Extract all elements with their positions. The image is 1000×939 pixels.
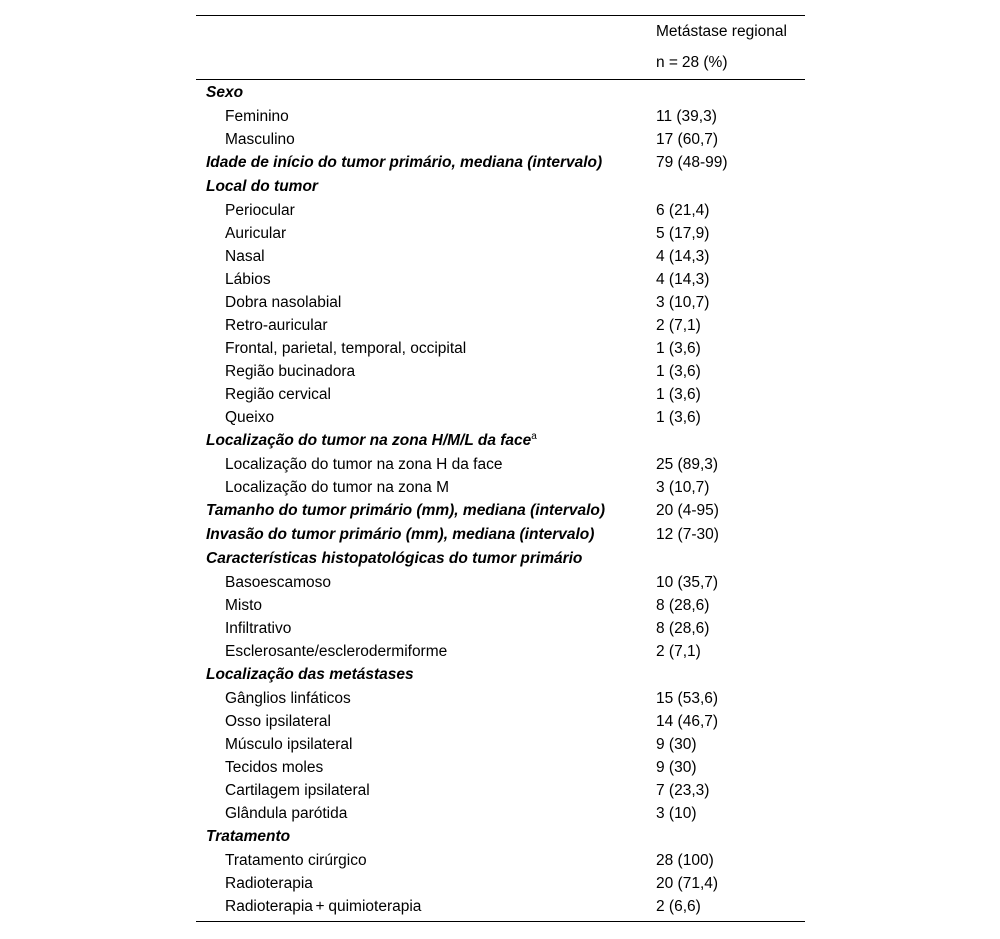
row-label-text: Sexo [206, 84, 244, 101]
section-label [206, 81, 243, 105]
section-label [206, 663, 414, 687]
section-label [206, 499, 605, 523]
row-label-text: Radioterapia [225, 875, 313, 892]
row-label [225, 849, 367, 872]
row-label-text: Auricular [225, 225, 287, 242]
row-value: 3 (10) [656, 805, 697, 822]
row-label-text: Frontal, parietal, temporal, occipital [225, 340, 467, 357]
row-label [225, 406, 274, 429]
row-label [225, 291, 341, 314]
row-value: 7 (23,3) [656, 782, 710, 799]
section-label [206, 151, 602, 175]
row-value: 1 (3,6) [656, 409, 701, 426]
row-label-text: Periocular [225, 202, 295, 219]
row-value: 2 (7,1) [656, 643, 701, 660]
row-label [225, 872, 313, 895]
row-label-text: Local do tumor [206, 178, 318, 195]
table-row [196, 222, 805, 245]
row-label-text: Músculo ipsilateral [225, 736, 353, 753]
row-value: 17 (60,7) [656, 131, 719, 148]
row-label [225, 571, 331, 594]
table-row [196, 733, 805, 756]
row-label [225, 222, 286, 245]
row-label-text: Localização do tumor na zona M [225, 479, 450, 496]
row-value: 14 (46,7) [656, 713, 719, 730]
row-label [225, 245, 265, 268]
table-row [196, 594, 805, 617]
row-label-text: Retro-auricular [225, 317, 328, 334]
row-label [225, 779, 370, 802]
row-value: 2 (7,1) [656, 317, 701, 334]
row-value: 8 (28,6) [656, 620, 710, 637]
row-label-text: Queixo [225, 409, 275, 426]
row-label [225, 453, 502, 476]
row-label-text: Nasal [225, 248, 265, 265]
row-label [225, 360, 355, 383]
table-row [196, 571, 805, 594]
row-label [225, 383, 331, 406]
row-value: 20 (71,4) [656, 875, 719, 892]
row-label-text: Região cervical [225, 386, 331, 403]
row-label-text: Localização das metástases [206, 666, 414, 683]
data-table [196, 15, 805, 922]
column-n: n = 28 (%) [656, 54, 728, 71]
table-row [196, 849, 805, 872]
table-row [196, 802, 805, 825]
table-row [196, 779, 805, 802]
table-row [196, 687, 805, 710]
row-label-text: Invasão do tumor primário (mm), mediana (intervalo) [206, 526, 595, 543]
row-label-text: Características histopatológicas do tumor primário [206, 550, 583, 567]
row-label-text: Radioterapia + quimioterapia [225, 898, 422, 915]
row-value: 3 (10,7) [656, 479, 710, 496]
row-value: 4 (14,3) [656, 248, 710, 265]
section-label [206, 429, 537, 453]
row-label-text: Região bucinadora [225, 363, 356, 380]
table-header [196, 16, 805, 79]
table-row [196, 128, 805, 151]
row-label [225, 710, 331, 733]
row-label-text: Infiltrativo [225, 620, 292, 637]
row-label [225, 756, 323, 779]
row-label-text: Localização do tumor na zona H/M/L da face [206, 432, 532, 449]
row-label [225, 640, 447, 663]
row-label [225, 802, 347, 825]
row-label-text: Localização do tumor na zona H da face [225, 456, 503, 473]
section-row [196, 175, 805, 199]
footnote-marker: a [531, 430, 537, 442]
row-label [225, 105, 289, 128]
section-row [196, 825, 805, 849]
table-row [196, 872, 805, 895]
table-row [196, 453, 805, 476]
row-label-text: Esclerosante/esclerodermiforme [225, 643, 448, 660]
section-row [196, 429, 805, 453]
row-value: 25 (89,3) [656, 456, 719, 473]
table-row [196, 199, 805, 222]
table-row [196, 314, 805, 337]
section-row [196, 499, 805, 523]
row-label [225, 337, 466, 360]
row-label [225, 687, 351, 710]
row-value: 1 (3,6) [656, 386, 701, 403]
table-row [196, 360, 805, 383]
row-label-text: Gânglios linfáticos [225, 690, 351, 707]
table-row [196, 291, 805, 314]
table-row [196, 406, 805, 429]
section-row [196, 663, 805, 687]
row-label [225, 314, 328, 337]
section-row [196, 81, 805, 105]
table-row [196, 105, 805, 128]
row-value: 12 (7-30) [656, 526, 719, 543]
row-label-text: Tecidos moles [225, 759, 324, 776]
row-label [225, 733, 353, 756]
table-body [196, 80, 805, 921]
row-label-text: Feminino [225, 108, 289, 125]
row-value: 2 (6,6) [656, 898, 701, 915]
row-value: 4 (14,3) [656, 271, 710, 288]
row-value: 8 (28,6) [656, 597, 710, 614]
section-row [196, 547, 805, 571]
row-label-text: Tratamento cirúrgico [225, 852, 367, 869]
table-row [196, 617, 805, 640]
section-row [196, 523, 805, 547]
table-row [196, 476, 805, 499]
table-row [196, 337, 805, 360]
table-row [196, 710, 805, 733]
row-label-text: Idade de início do tumor primário, mediana (intervalo) [206, 154, 603, 171]
table-row [196, 383, 805, 406]
section-label [206, 523, 594, 547]
section-label [206, 175, 318, 199]
row-label-text: Tamanho do tumor primário (mm), mediana (intervalo) [206, 502, 606, 519]
row-label-text: Basoescamoso [225, 574, 331, 591]
row-value: 28 (100) [656, 852, 714, 869]
row-label [225, 594, 262, 617]
section-label [206, 825, 290, 849]
row-value: 3 (10,7) [656, 294, 710, 311]
row-label [225, 199, 295, 222]
row-value: 1 (3,6) [656, 340, 701, 357]
section-label [206, 547, 582, 571]
row-label-text: Misto [225, 597, 263, 614]
row-value: 79 (48-99) [656, 154, 728, 171]
row-label [225, 476, 449, 499]
row-label-text: Cartilagem ipsilateral [225, 782, 370, 799]
row-value: 20 (4-95) [656, 502, 719, 519]
row-value: 11 (39,3) [656, 108, 717, 125]
row-value: 9 (30) [656, 736, 697, 753]
row-label-text: Masculino [225, 131, 295, 148]
column-title: Metástase regional [656, 23, 787, 40]
row-value: 6 (21,4) [656, 202, 710, 219]
row-label-text: Dobra nasolabial [225, 294, 342, 311]
row-label [225, 617, 291, 640]
section-row [196, 151, 805, 175]
row-value: 15 (53,6) [656, 690, 719, 707]
table-row [196, 268, 805, 291]
row-label-text: Tratamento [206, 828, 291, 845]
row-label [225, 895, 421, 918]
table-bottom-rule [196, 921, 805, 922]
row-value: 10 (35,7) [656, 574, 719, 591]
table-row [196, 895, 805, 918]
row-label [225, 128, 295, 151]
table-row [196, 756, 805, 779]
table-row [196, 245, 805, 268]
row-value: 5 (17,9) [656, 225, 710, 242]
row-label-text: Osso ipsilateral [225, 713, 331, 730]
table-row [196, 640, 805, 663]
row-label [225, 268, 271, 291]
row-label-text: Lábios [225, 271, 271, 288]
row-value: 9 (30) [656, 759, 697, 776]
row-label-text: Glândula parótida [225, 805, 348, 822]
row-value: 1 (3,6) [656, 363, 701, 380]
